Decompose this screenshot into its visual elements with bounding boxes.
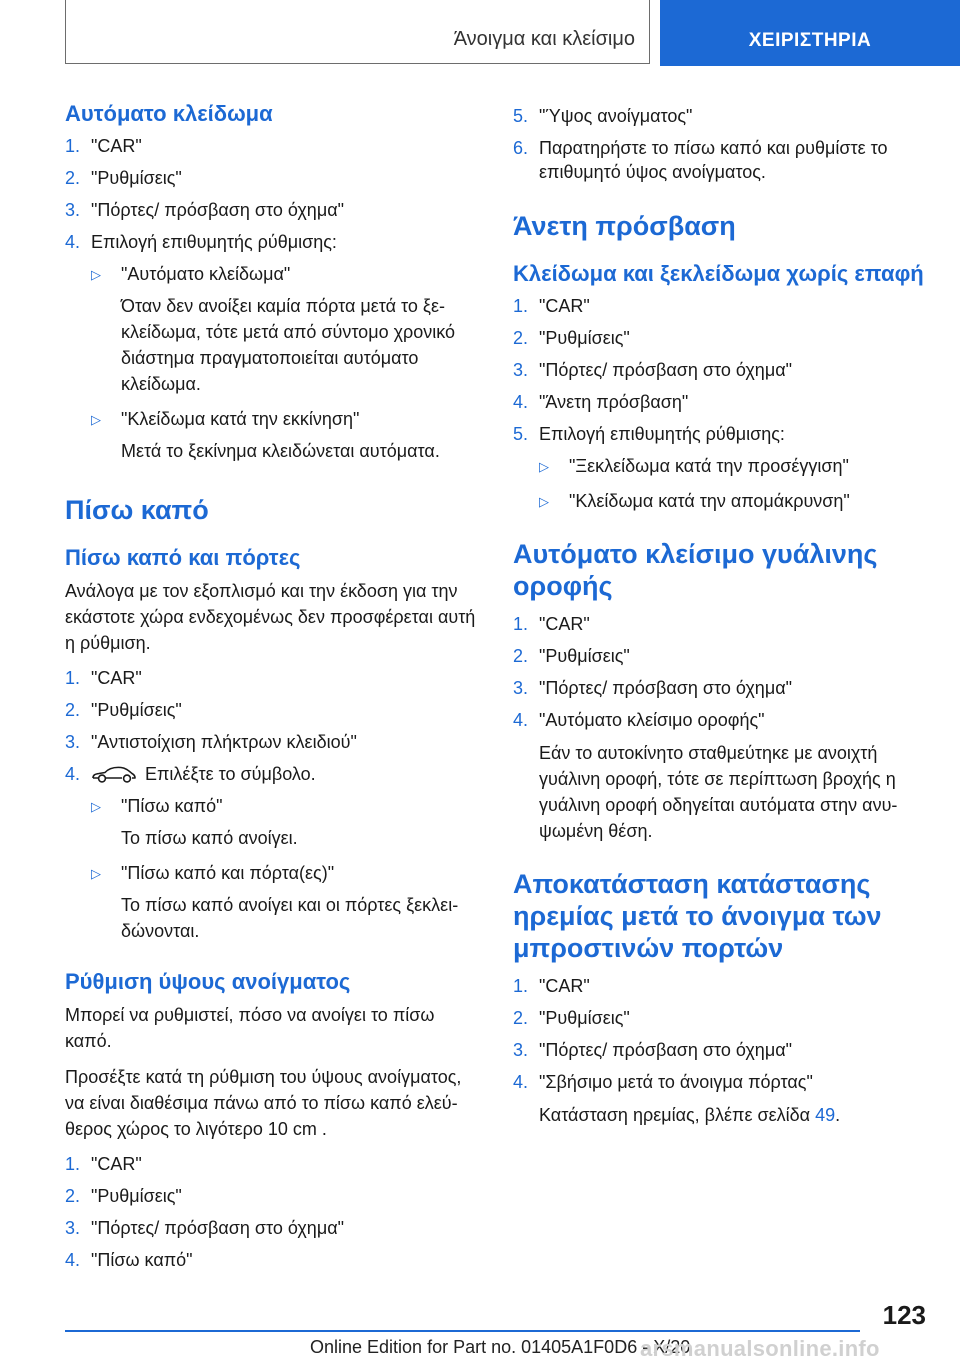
list-item: 4. "Πίσω καπό" bbox=[65, 1250, 193, 1270]
option-description: Μετά το ξεκίνημα κλειδώνεται αυτόματα. bbox=[121, 441, 440, 461]
option-description: Το πίσω καπό ανοίγει και οι πόρτες ξεκλει-δώνονται. bbox=[121, 895, 459, 941]
option-item: ▷ "Ξεκλείδωμα κατά την προσέγγιση" bbox=[539, 454, 933, 479]
list-item: 5. Επιλογή επιθυμητής ρύθμισης: bbox=[513, 424, 785, 444]
heading-standby-restore: Αποκατάσταση κατάστασης ηρεμίας μετά το άνοιγμα των μπροστινών πορτών bbox=[513, 869, 882, 963]
triangle-bullet-icon: ▷ bbox=[91, 799, 101, 814]
list-item: 1. "CAR" bbox=[65, 136, 142, 156]
list-item: 3. "Πόρτες/ πρόσβαση στο όχημα" bbox=[65, 200, 344, 220]
list-item: 4. "Άνετη πρόσβαση" bbox=[513, 392, 689, 412]
list-item: 3. "Πόρτες/ πρόσβαση στο όχημα" bbox=[65, 1218, 344, 1238]
heading-tailgate: Πίσω καπό bbox=[65, 495, 209, 525]
option-item: ▷ "Αυτόματο κλείδωμα" bbox=[91, 262, 485, 287]
list-item: 1. "CAR" bbox=[65, 668, 142, 688]
car-symbol-icon bbox=[91, 764, 137, 784]
heading-comfort-access: Άνετη πρόσβαση bbox=[513, 211, 736, 241]
list-item: 1. "CAR" bbox=[513, 614, 590, 634]
option-description: Όταν δεν ανοίξει καμία πόρτα μετά το ξε-κλείδωμα, τότε μετά από σύντομο χρονικό διάστημα πραγματοποιείται αυτόματο κλείδωμα. bbox=[121, 296, 456, 394]
list-item: 4. Επιλέξτε το σύμβολο. bbox=[65, 764, 316, 784]
left-column bbox=[65, 100, 485, 1280]
list-item: 3. "Αντιστοίχιση πλήκτρων κλειδιού" bbox=[65, 732, 357, 752]
list-item: 2. "Ρυθμίσεις" bbox=[65, 168, 182, 188]
list-item: 5. "Ύψος ανοίγματος" bbox=[513, 106, 693, 126]
list-item: 3. "Πόρτες/ πρόσβαση στο όχημα" bbox=[513, 1040, 792, 1060]
triangle-bullet-icon: ▷ bbox=[91, 412, 101, 427]
option-item: ▷ "Κλείδωμα κατά την εκκίνηση" bbox=[91, 407, 485, 432]
option-item: ▷ "Πίσω καπό και πόρτα(ες)" bbox=[91, 861, 485, 886]
heading-opening-height: Ρύθμιση ύψους ανοίγματος bbox=[65, 969, 351, 994]
right-column bbox=[513, 100, 933, 1138]
watermark: arsmanualsonline.info bbox=[640, 1336, 880, 1361]
triangle-bullet-icon: ▷ bbox=[91, 267, 101, 282]
option-item: ▷ "Κλείδωμα κατά την απομάκρυνση" bbox=[539, 489, 933, 514]
step-description: Εάν το αυτοκίνητο σταθμεύτηκε με ανοιχτή γυάλινη οροφή, τότε σε περίπτωση βροχής η γυάλινη οροφή οδηγείται αυτόματα στην ανυ-ψωμένη θέση. bbox=[539, 743, 898, 841]
chapter-tab-label: ΧΕΙΡΙΣΤΗΡΙΑ bbox=[748, 30, 872, 51]
list-item: 3. "Πόρτες/ πρόσβαση στο όχημα" bbox=[513, 678, 792, 698]
option-description: Το πίσω καπό ανοίγει. bbox=[121, 828, 298, 848]
heading-contactless-lock: Κλείδωμα και ξεκλείδωμα χωρίς επαφή bbox=[513, 261, 924, 286]
page-reference-link[interactable]: 49 bbox=[815, 1105, 836, 1125]
triangle-bullet-icon: ▷ bbox=[539, 494, 549, 509]
paragraph: Ανάλογα με τον εξοπλισμό και την έκδοση για την εκάστοτε χώρα ενδεχομένως δεν προσφέρεται αυτή η ρύθμιση. bbox=[65, 581, 476, 653]
list-item: 1. "CAR" bbox=[65, 1154, 142, 1174]
heading-auto-lock: Αυτόματο κλείδωμα bbox=[65, 101, 273, 126]
edition-text: Online Edition for Part no. 01405A1F0D6 - X/20 bbox=[310, 1337, 691, 1357]
list-item: 2. "Ρυθμίσεις" bbox=[65, 1186, 182, 1206]
heading-tailgate-doors: Πίσω καπό και πόρτες bbox=[65, 545, 301, 570]
option-item: ▷ "Πίσω καπό" bbox=[91, 794, 485, 819]
list-item: 2. "Ρυθμίσεις" bbox=[65, 700, 182, 720]
list-item: 6. Παρατηρήστε το πίσω καπό και ρυθμίστε το επιθυμητό ύψος ανοίγματος. bbox=[513, 138, 888, 182]
triangle-bullet-icon: ▷ bbox=[539, 459, 549, 474]
list-item: 3. "Πόρτες/ πρόσβαση στο όχημα" bbox=[513, 360, 792, 380]
list-item: 1. "CAR" bbox=[513, 976, 590, 996]
list-item: 4. "Αυτόματο κλείσιμο οροφής" bbox=[513, 710, 765, 730]
triangle-bullet-icon: ▷ bbox=[91, 866, 101, 881]
list-item: 4. Επιλογή επιθυμητής ρύθμισης: bbox=[65, 232, 337, 252]
list-item: 2. "Ρυθμίσεις" bbox=[513, 328, 630, 348]
footer-divider bbox=[65, 1330, 860, 1332]
header-section-box bbox=[65, 0, 650, 64]
paragraph: Προσέξτε κατά τη ρύθμιση του ύψους ανοίγματος, να είναι διαθέσιμα πάνω από το πίσω καπό ελεύ-θερος χώρος το λιγότερο 10 cm . bbox=[65, 1067, 462, 1139]
chapter-tab[interactable] bbox=[660, 0, 960, 66]
section-title: Άνοιγμα και κλείσιμο bbox=[453, 28, 635, 50]
paragraph: Μπορεί να ρυθμιστεί, πόσο να ανοίγει το πίσω καπό. bbox=[65, 1005, 435, 1051]
list-item: 2. "Ρυθμίσεις" bbox=[513, 646, 630, 666]
step-description: Κατάσταση ηρεμίας, βλέπε σελίδα 49. bbox=[539, 1105, 841, 1125]
heading-sunroof-close: Αυτόματο κλείσιμο γυάλινης οροφής bbox=[513, 539, 878, 601]
list-item: 4. "Σβήσιμο μετά το άνοιγμα πόρτας" bbox=[513, 1072, 813, 1092]
list-item: 1. "CAR" bbox=[513, 296, 590, 316]
list-item: 2. "Ρυθμίσεις" bbox=[513, 1008, 630, 1028]
page-number: 123 bbox=[882, 1300, 926, 1330]
